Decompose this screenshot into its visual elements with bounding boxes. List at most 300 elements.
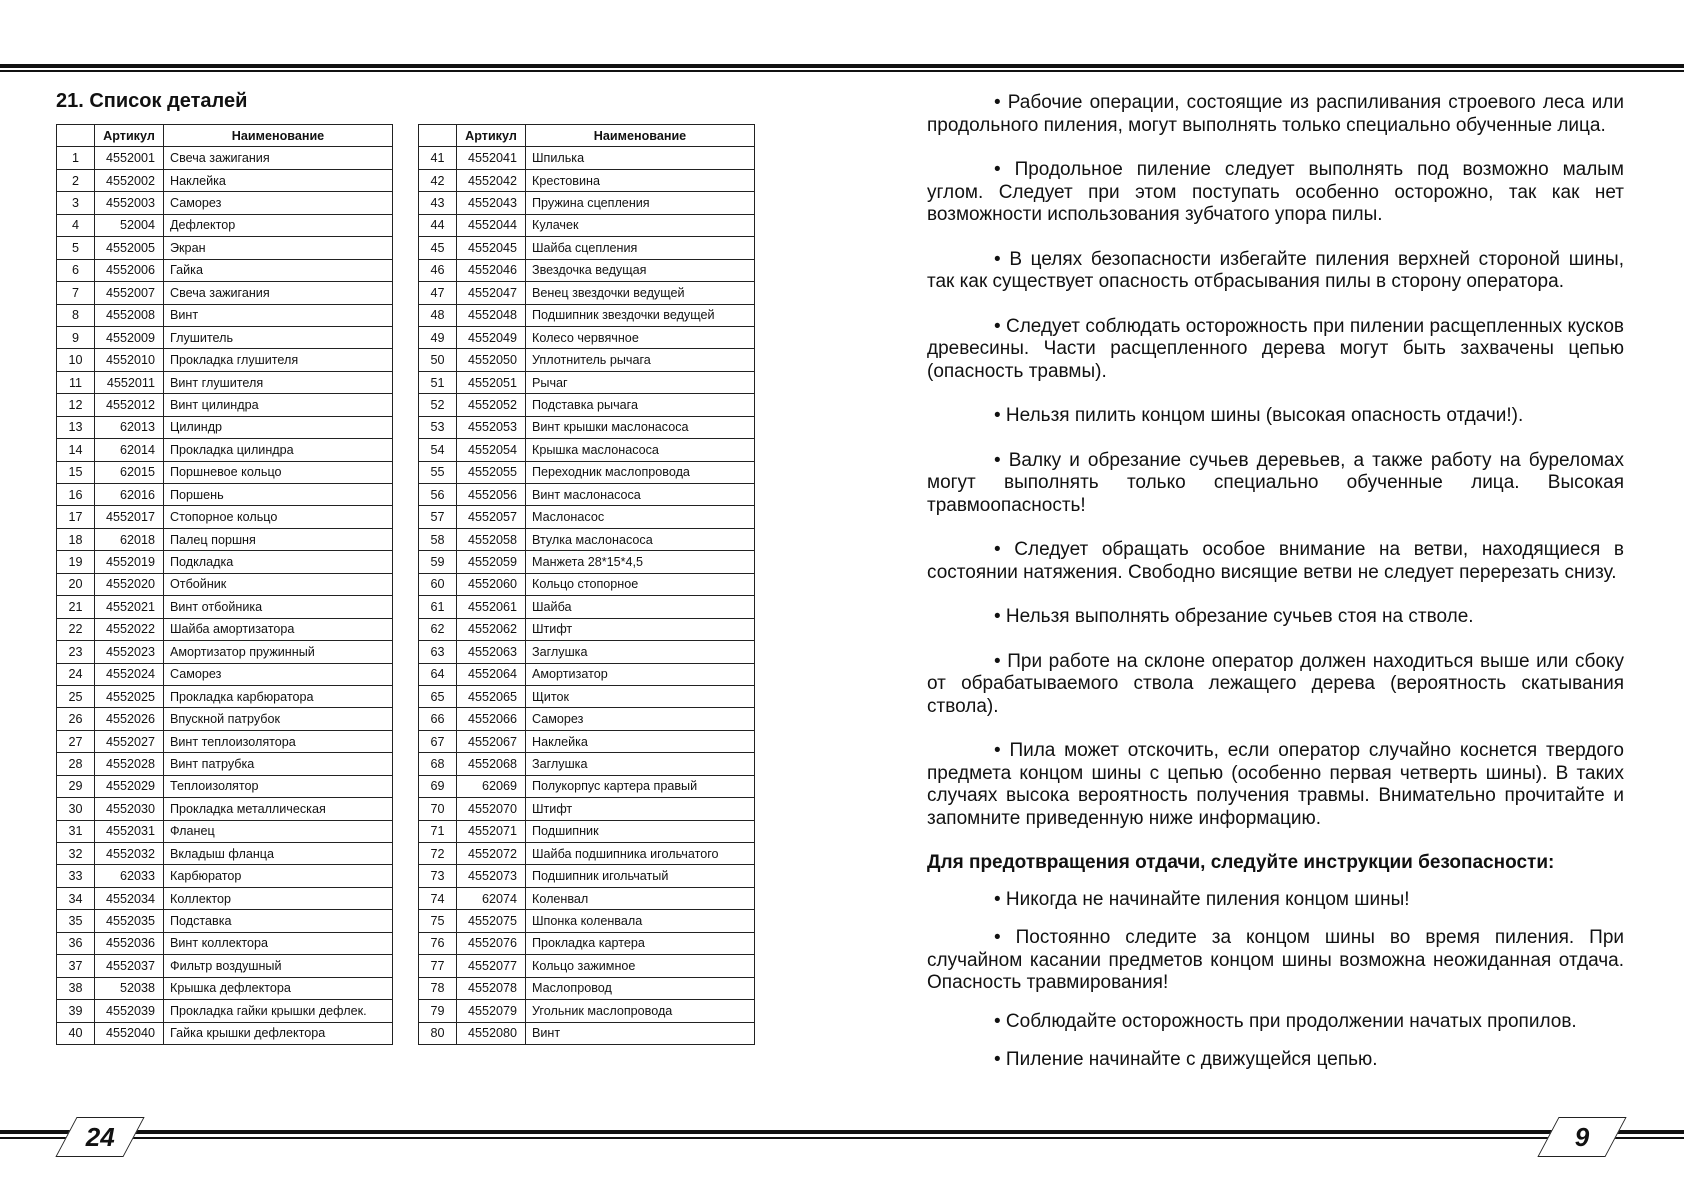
part-number: 9 — [57, 326, 95, 348]
part-number: 37 — [57, 955, 95, 977]
part-number: 22 — [57, 618, 95, 640]
part-article: 4552037 — [95, 955, 164, 977]
part-number: 70 — [419, 798, 457, 820]
part-number: 69 — [419, 775, 457, 797]
part-article: 4552022 — [95, 618, 164, 640]
part-article: 4552052 — [457, 394, 526, 416]
part-article: 62033 — [95, 865, 164, 887]
part-article: 4552050 — [457, 349, 526, 371]
part-number: 72 — [419, 843, 457, 865]
part-article: 4552023 — [95, 641, 164, 663]
part-name: Рычаг — [526, 371, 755, 393]
part-article: 4552011 — [95, 371, 164, 393]
table-row — [419, 887, 755, 909]
part-article: 4552017 — [95, 506, 164, 528]
table-row — [57, 484, 393, 506]
part-number: 58 — [419, 528, 457, 550]
part-article: 4552078 — [457, 977, 526, 999]
part-article: 4552006 — [95, 259, 164, 281]
table-row — [419, 820, 755, 842]
part-name: Винт цилиндра — [164, 394, 393, 416]
table-row — [57, 887, 393, 909]
part-name: Коленвал — [526, 887, 755, 909]
table-row — [419, 685, 755, 707]
section-title: 21. Список деталей — [56, 90, 248, 112]
safety-paragraph: • Нельзя выполнять обрезание сучьев стоя на стволе. — [994, 606, 1474, 627]
part-number: 1 — [57, 147, 95, 169]
part-name: Подшипник звездочки ведущей — [526, 304, 755, 326]
table-row — [57, 259, 393, 281]
part-number: 39 — [57, 1000, 95, 1022]
part-name: Шпонка коленвала — [526, 910, 755, 932]
part-number: 25 — [57, 685, 95, 707]
table-row — [57, 147, 393, 169]
part-article: 4552039 — [95, 1000, 164, 1022]
part-article: 4552060 — [457, 573, 526, 595]
table-row — [57, 775, 393, 797]
part-number: 44 — [419, 214, 457, 236]
part-article: 4552042 — [457, 169, 526, 191]
part-number: 23 — [57, 641, 95, 663]
part-article: 4552059 — [457, 551, 526, 573]
part-article: 52004 — [95, 214, 164, 236]
part-name: Прокладка цилиндра — [164, 439, 393, 461]
part-article: 4552036 — [95, 932, 164, 954]
part-name: Впускной патрубок — [164, 708, 393, 730]
part-article: 4552034 — [95, 887, 164, 909]
part-name: Отбойник — [164, 573, 393, 595]
part-article: 4552079 — [457, 1000, 526, 1022]
table-row — [57, 955, 393, 977]
part-number: 71 — [419, 820, 457, 842]
part-article: 4552047 — [457, 282, 526, 304]
table-row — [57, 663, 393, 685]
table-row — [419, 708, 755, 730]
part-number: 3 — [57, 192, 95, 214]
table-row — [57, 573, 393, 595]
table-row — [419, 282, 755, 304]
safety-paragraph: • Следует обращать особое внимание на ветви, находящиеся в состоянии натяжения. Свободно висящие ветви не следует перерезать снизу. — [927, 539, 1624, 583]
part-number: 28 — [57, 753, 95, 775]
safety-paragraph: • Нельзя пилить концом шины (высокая опасность отдачи!). — [994, 405, 1524, 426]
part-article: 4552063 — [457, 641, 526, 663]
part-article: 4552001 — [95, 147, 164, 169]
part-number: 13 — [57, 416, 95, 438]
part-name: Наклейка — [526, 730, 755, 752]
part-name: Пружина сцепления — [526, 192, 755, 214]
part-number: 11 — [57, 371, 95, 393]
part-name: Свеча зажигания — [164, 147, 393, 169]
part-article: 62018 — [95, 528, 164, 550]
part-article: 4552040 — [95, 1022, 164, 1044]
part-name: Шайба сцепления — [526, 237, 755, 259]
part-name: Винт — [526, 1022, 755, 1044]
table-row — [57, 326, 393, 348]
part-article: 4552073 — [457, 865, 526, 887]
table-row — [57, 932, 393, 954]
table-row — [419, 349, 755, 371]
part-article: 4552064 — [457, 663, 526, 685]
part-article: 4552024 — [95, 663, 164, 685]
part-article: 4552031 — [95, 820, 164, 842]
part-number: 64 — [419, 663, 457, 685]
part-article: 4552002 — [95, 169, 164, 191]
part-name: Венец звездочки ведущей — [526, 282, 755, 304]
table-row — [419, 439, 755, 461]
part-number: 66 — [419, 708, 457, 730]
part-number: 68 — [419, 753, 457, 775]
part-article: 4552053 — [457, 416, 526, 438]
part-name: Заглушка — [526, 641, 755, 663]
part-article: 4552075 — [457, 910, 526, 932]
bottom-rule-thin — [0, 1137, 1684, 1139]
table-row — [419, 304, 755, 326]
kickback-heading: Для предотвращения отдачи, следуйте инструкции безопасности: — [927, 852, 1555, 873]
part-number: 10 — [57, 349, 95, 371]
part-name: Полукорпус картера правый — [526, 775, 755, 797]
table-row — [419, 147, 755, 169]
table-row — [57, 237, 393, 259]
table-row — [419, 1000, 755, 1022]
page-number-left — [55, 1117, 144, 1157]
part-name: Винт глушителя — [164, 371, 393, 393]
part-name: Фильтр воздушный — [164, 955, 393, 977]
part-number: 57 — [419, 506, 457, 528]
parts-table-left — [56, 124, 393, 1045]
table-row — [57, 371, 393, 393]
part-name: Коллектор — [164, 887, 393, 909]
part-number: 76 — [419, 932, 457, 954]
part-name: Манжета 28*15*4,5 — [526, 551, 755, 573]
part-number: 12 — [57, 394, 95, 416]
part-name: Щиток — [526, 685, 755, 707]
part-name: Саморез — [526, 708, 755, 730]
table-header-row — [419, 125, 755, 147]
table-row — [419, 461, 755, 483]
part-number: 35 — [57, 910, 95, 932]
part-number: 18 — [57, 528, 95, 550]
part-name: Винт патрубка — [164, 753, 393, 775]
part-article: 4552012 — [95, 394, 164, 416]
table-row — [57, 865, 393, 887]
part-number: 4 — [57, 214, 95, 236]
part-name: Цилиндр — [164, 416, 393, 438]
table-row — [57, 551, 393, 573]
table-row — [57, 798, 393, 820]
table-row — [57, 977, 393, 999]
part-name: Прокладка гайки крышки дефлек. — [164, 1000, 393, 1022]
kickback-item: • Никогда не начинайте пиления концом шины! — [994, 888, 1410, 910]
part-number: 47 — [419, 282, 457, 304]
table-row — [57, 349, 393, 371]
part-name: Фланец — [164, 820, 393, 842]
part-number: 73 — [419, 865, 457, 887]
top-rule — [0, 64, 1684, 68]
table-row — [419, 192, 755, 214]
part-article: 4552030 — [95, 798, 164, 820]
part-name: Винт маслонасоса — [526, 484, 755, 506]
part-article: 62069 — [457, 775, 526, 797]
part-article: 4552076 — [457, 932, 526, 954]
part-name: Свеча зажигания — [164, 282, 393, 304]
part-number: 36 — [57, 932, 95, 954]
table-row — [57, 843, 393, 865]
header-name: Наименование — [164, 125, 393, 147]
part-number: 27 — [57, 730, 95, 752]
table-row — [57, 416, 393, 438]
header-article: Артикул — [95, 125, 164, 147]
table-row — [57, 506, 393, 528]
part-name: Амортизатор пружинный — [164, 641, 393, 663]
part-name: Прокладка металлическая — [164, 798, 393, 820]
part-number: 42 — [419, 169, 457, 191]
part-number: 54 — [419, 439, 457, 461]
table-row — [57, 394, 393, 416]
table-row — [419, 506, 755, 528]
part-article: 4552067 — [457, 730, 526, 752]
part-article: 4552072 — [457, 843, 526, 865]
part-name: Поршень — [164, 484, 393, 506]
table-row — [419, 753, 755, 775]
part-article: 62013 — [95, 416, 164, 438]
part-number: 2 — [57, 169, 95, 191]
table-row — [419, 326, 755, 348]
table-row — [419, 237, 755, 259]
header-name: Наименование — [526, 125, 755, 147]
part-name: Звездочка ведущая — [526, 259, 755, 281]
page-number-right — [1537, 1117, 1626, 1157]
part-number: 63 — [419, 641, 457, 663]
part-article: 4552032 — [95, 843, 164, 865]
part-number: 5 — [57, 237, 95, 259]
part-number: 74 — [419, 887, 457, 909]
table-row — [57, 528, 393, 550]
part-name: Винт крышки маслонасоса — [526, 416, 755, 438]
part-article: 4552020 — [95, 573, 164, 595]
part-article: 4552009 — [95, 326, 164, 348]
table-row — [57, 1022, 393, 1044]
part-article: 4552068 — [457, 753, 526, 775]
part-name: Подставка рычага — [526, 394, 755, 416]
part-name: Подкладка — [164, 551, 393, 573]
table-row — [419, 214, 755, 236]
table-row — [419, 169, 755, 191]
kickback-item: • Пиление начинайте с движущейся цепью. — [994, 1049, 1378, 1070]
safety-paragraph: • При работе на склоне оператор должен находиться выше или сбоку от обрабатываемого ствола лежащего дерева (вероятность скатывания ствола). — [927, 650, 1624, 717]
header-article: Артикул — [457, 125, 526, 147]
table-row — [419, 573, 755, 595]
part-name: Саморез — [164, 192, 393, 214]
part-name: Теплоизолятор — [164, 775, 393, 797]
part-name: Прокладка карбюратора — [164, 685, 393, 707]
part-number: 62 — [419, 618, 457, 640]
safety-paragraph: • Продольное пиление следует выполнять под возможно малым углом. Следует при этом поступать особенно осторожно, так как нет возможности использования зубчатого упора пилы. — [927, 159, 1624, 225]
part-number: 56 — [419, 484, 457, 506]
part-article: 4552065 — [457, 685, 526, 707]
table-row — [419, 775, 755, 797]
part-number: 51 — [419, 371, 457, 393]
part-article: 4552041 — [457, 147, 526, 169]
part-number: 34 — [57, 887, 95, 909]
part-article: 4552027 — [95, 730, 164, 752]
part-number: 79 — [419, 1000, 457, 1022]
part-number: 29 — [57, 775, 95, 797]
top-rule-thin — [0, 70, 1684, 72]
safety-paragraph: • В целях безопасности избегайте пиления верхней стороной шины, так как существует опасность отбрасывания пилы в сторону оператора. — [927, 248, 1624, 292]
table-row — [419, 730, 755, 752]
part-number: 8 — [57, 304, 95, 326]
part-article: 4552035 — [95, 910, 164, 932]
part-name: Дефлектор — [164, 214, 393, 236]
table-row — [419, 416, 755, 438]
part-name: Поршневое кольцо — [164, 461, 393, 483]
part-number: 77 — [419, 955, 457, 977]
part-number: 32 — [57, 843, 95, 865]
part-name: Штифт — [526, 618, 755, 640]
part-number: 19 — [57, 551, 95, 573]
table-row — [419, 371, 755, 393]
part-name: Крестовина — [526, 169, 755, 191]
part-name: Шайба амортизатора — [164, 618, 393, 640]
part-article: 4552007 — [95, 282, 164, 304]
part-number: 7 — [57, 282, 95, 304]
table-row — [57, 641, 393, 663]
table-row — [419, 798, 755, 820]
part-name: Подшипник игольчатый — [526, 865, 755, 887]
table-row — [57, 461, 393, 483]
part-number: 75 — [419, 910, 457, 932]
part-name: Винт — [164, 304, 393, 326]
part-article: 4552057 — [457, 506, 526, 528]
table-row — [57, 214, 393, 236]
table-row — [419, 977, 755, 999]
part-number: 53 — [419, 416, 457, 438]
part-number: 24 — [57, 663, 95, 685]
table-row — [419, 932, 755, 954]
part-name: Маслонасос — [526, 506, 755, 528]
page-number-left-text: 24 — [85, 1121, 115, 1152]
part-name: Глушитель — [164, 326, 393, 348]
part-name: Прокладка картера — [526, 932, 755, 954]
part-name: Винт отбойника — [164, 596, 393, 618]
part-article: 62016 — [95, 484, 164, 506]
part-number: 45 — [419, 237, 457, 259]
part-name: Прокладка глушителя — [164, 349, 393, 371]
part-name: Шпилька — [526, 147, 755, 169]
part-name: Винт теплоизолятора — [164, 730, 393, 752]
bottom-rule — [0, 1130, 1684, 1134]
table-row — [57, 596, 393, 618]
part-article: 4552029 — [95, 775, 164, 797]
part-article: 4552028 — [95, 753, 164, 775]
part-article: 4552010 — [95, 349, 164, 371]
part-number: 31 — [57, 820, 95, 842]
part-name: Втулка маслонасоса — [526, 528, 755, 550]
safety-paragraph: • Валку и обрезание сучьев деревьев, а также работу на буреломах могут выполнять только специально обученные лица. Высокая травмоопасность! — [927, 449, 1624, 516]
part-number: 46 — [419, 259, 457, 281]
part-name: Маслопровод — [526, 977, 755, 999]
safety-text-column — [927, 92, 1624, 1088]
part-number: 65 — [419, 685, 457, 707]
parts-table-right — [418, 124, 755, 1045]
part-name: Шайба подшипника игольчатого — [526, 843, 755, 865]
part-article: 4552049 — [457, 326, 526, 348]
table-row — [57, 753, 393, 775]
safety-paragraph: • Рабочие операции, состоящие из распиливания строевого леса или продольного пиления, могут выполнять только специально обученные лица. — [927, 92, 1624, 136]
part-article: 4552021 — [95, 596, 164, 618]
part-article: 62074 — [457, 887, 526, 909]
table-row — [57, 820, 393, 842]
safety-paragraph: • Следует соблюдать осторожность при пилении расщепленных кусков древесины. Части расщепленного дерева могут быть захвачены цепью (опасность травмы). — [927, 315, 1624, 382]
part-name: Угольник маслопровода — [526, 1000, 755, 1022]
header-number — [419, 125, 457, 147]
part-number: 60 — [419, 573, 457, 595]
table-row — [57, 192, 393, 214]
part-number: 40 — [57, 1022, 95, 1044]
part-article: 4552046 — [457, 259, 526, 281]
part-article: 4552055 — [457, 461, 526, 483]
part-number: 48 — [419, 304, 457, 326]
part-name: Наклейка — [164, 169, 393, 191]
part-name: Стопорное кольцо — [164, 506, 393, 528]
part-number: 52 — [419, 394, 457, 416]
table-row — [57, 304, 393, 326]
part-name: Палец поршня — [164, 528, 393, 550]
part-name: Шайба — [526, 596, 755, 618]
part-name: Вкладыш фланца — [164, 843, 393, 865]
part-number: 26 — [57, 708, 95, 730]
part-number: 16 — [57, 484, 95, 506]
part-name: Крышка маслонасоса — [526, 439, 755, 461]
table-row — [419, 596, 755, 618]
part-article: 4552056 — [457, 484, 526, 506]
safety-paragraph: • Пила может отскочить, если оператор случайно коснется твердого предмета концом шины с цепью (особенно первая четверть шины). В таких случаях высока вероятность получения травмы. Внимательно прочитайте и запомните приведенную ниже информацию. — [927, 740, 1624, 829]
part-name: Подшипник — [526, 820, 755, 842]
part-name: Кулачек — [526, 214, 755, 236]
part-number: 41 — [419, 147, 457, 169]
table-row — [57, 169, 393, 191]
part-number: 59 — [419, 551, 457, 573]
part-number: 33 — [57, 865, 95, 887]
part-name: Гайка крышки дефлектора — [164, 1022, 393, 1044]
part-article: 4552070 — [457, 798, 526, 820]
table-row — [419, 641, 755, 663]
part-name: Крышка дефлектора — [164, 977, 393, 999]
table-row — [57, 730, 393, 752]
table-row — [57, 282, 393, 304]
table-row — [57, 685, 393, 707]
kickback-item: • Постоянно следите за концом шины во время пиления. При случайном касании предметов концом шины возможна неожиданная отдача. Опасность травмирования! — [927, 927, 1624, 993]
table-row — [419, 1022, 755, 1044]
part-number: 14 — [57, 439, 95, 461]
part-name: Кольцо стопорное — [526, 573, 755, 595]
part-name: Кольцо зажимное — [526, 955, 755, 977]
table-row — [419, 663, 755, 685]
page-number-right-text: 9 — [1574, 1121, 1590, 1152]
table-row — [57, 439, 393, 461]
part-article: 4552061 — [457, 596, 526, 618]
part-article: 4552026 — [95, 708, 164, 730]
part-name: Экран — [164, 237, 393, 259]
part-article: 4552062 — [457, 618, 526, 640]
part-number: 21 — [57, 596, 95, 618]
table-row — [419, 551, 755, 573]
part-article: 4552066 — [457, 708, 526, 730]
header-number — [57, 125, 95, 147]
table-row — [419, 955, 755, 977]
part-number: 49 — [419, 326, 457, 348]
part-article: 4552077 — [457, 955, 526, 977]
